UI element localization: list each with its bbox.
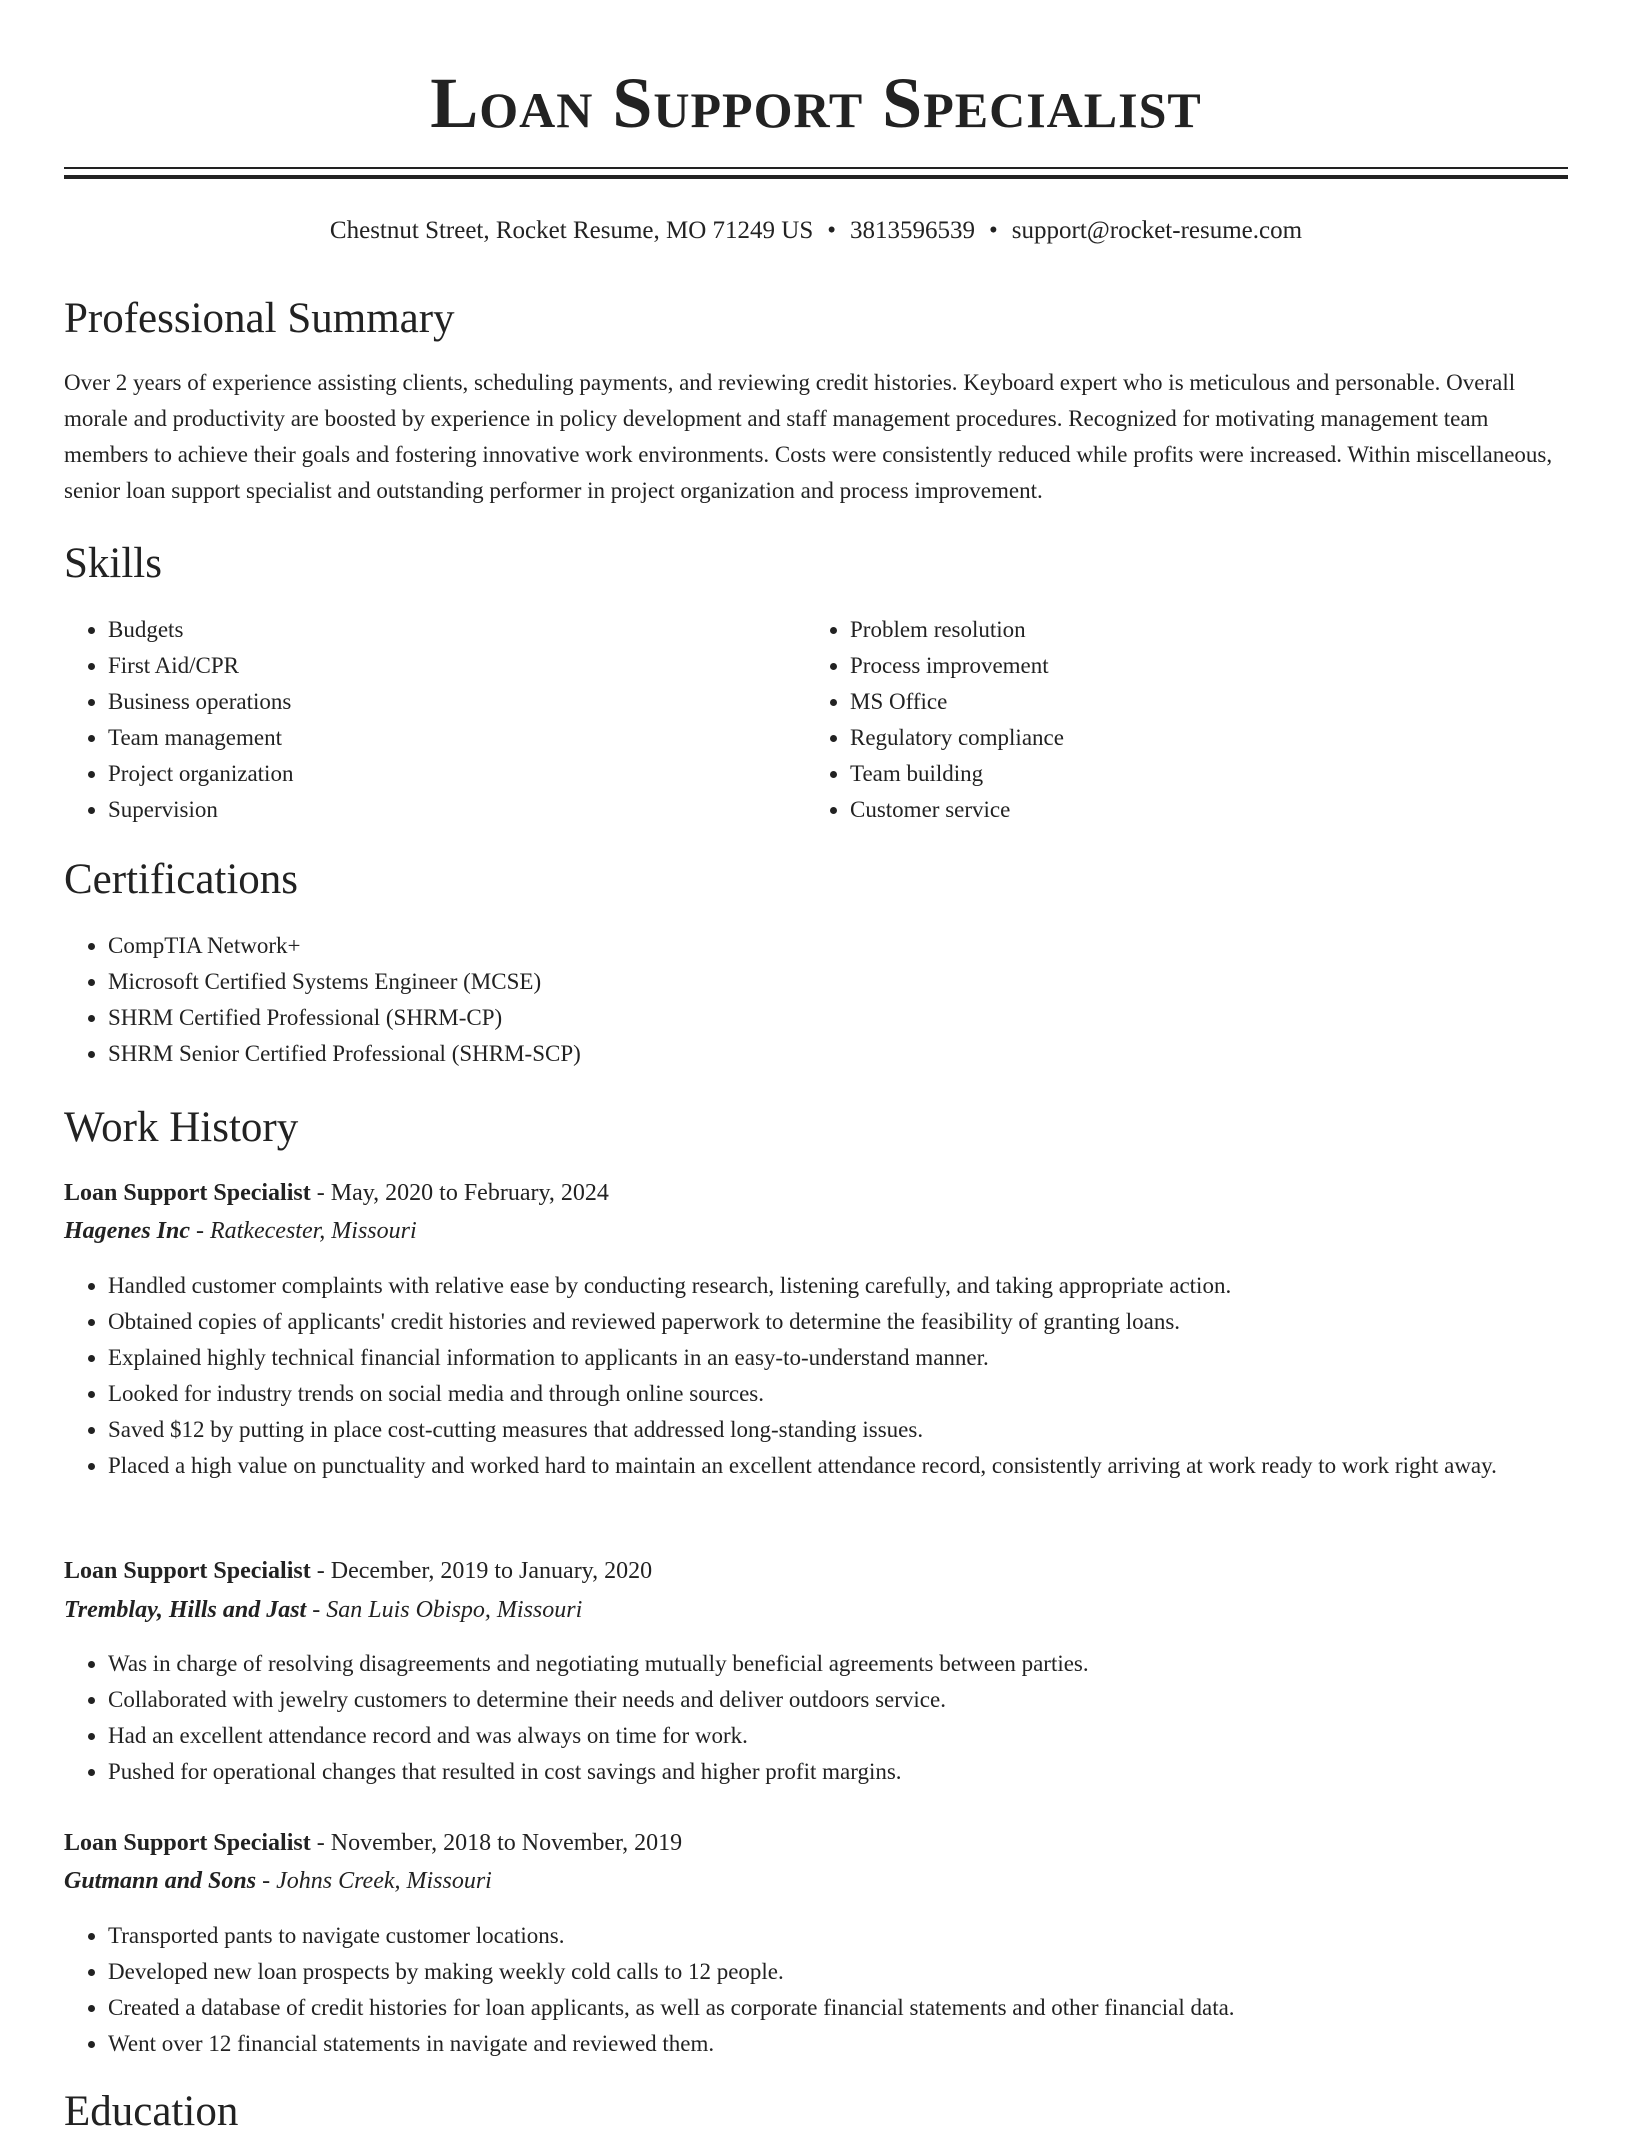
job-dash: - bbox=[262, 1868, 271, 1894]
skill-item: • Customer service bbox=[850, 792, 1550, 828]
education-heading: Education bbox=[64, 2088, 239, 2135]
certifications-list bbox=[64, 928, 1568, 1072]
job-company-line bbox=[64, 1592, 582, 1628]
skills-list-left bbox=[64, 612, 788, 828]
contact-email: support@rocket-resume.com bbox=[1011, 217, 1303, 244]
summary-text: Over 2 years of experience assisting clients, scheduling payments, and reviewing credit histories. Keyboard expert who is meticulous and personable. Overall morale and productivity are boosted by experience in policy development and staff management procedures. Recognized for motivating management team members to achieve their goals and fostering innovative work environments. Costs were consistently reduced while profits were increased. Within miscellaneous, senior loan support specialist and outstanding performer in project organization and process improvement. bbox=[64, 370, 1553, 503]
job-company-line bbox=[64, 1863, 492, 1899]
job-dash: - bbox=[196, 1218, 204, 1244]
job-bullet: • Was in charge of resolving disagreements and negotiating mutually beneficial agreements between parties. bbox=[108, 1646, 1616, 1682]
job-bullet: • Had an excellent attendance record and was always on time for work. bbox=[108, 1718, 1616, 1754]
skill-item: • Process improvement bbox=[850, 648, 1550, 684]
job-location: Johns Creek, Missouri bbox=[276, 1868, 492, 1894]
job-dates: May, 2020 to February, 2024 bbox=[330, 1180, 609, 1206]
certification-item: • Microsoft Certified Systems Engineer (MCSE) bbox=[108, 964, 1568, 1000]
contact-address: Chestnut Street, Rocket Resume, MO 71249 US bbox=[329, 217, 814, 244]
job-title-line bbox=[64, 1553, 652, 1589]
job-location: Ratkecester, Missouri bbox=[210, 1218, 417, 1244]
contact-line bbox=[0, 214, 1632, 248]
job-bullet: • Handled customer complaints with relative ease by conducting research, listening carefully, and taking appropriate action. bbox=[108, 1268, 1616, 1304]
job-bullet: • Transported pants to navigate customer locations. bbox=[108, 1918, 1616, 1954]
title-rule-thick bbox=[64, 175, 1568, 179]
contact-phone: 3813596539 bbox=[850, 217, 975, 244]
job-title-line bbox=[64, 1175, 609, 1211]
job-company-line bbox=[64, 1213, 417, 1249]
job-title-line bbox=[64, 1825, 682, 1861]
job-company: Hagenes Inc bbox=[64, 1218, 190, 1244]
job-bullet: • Collaborated with jewelry customers to determine their needs and deliver outdoors service. bbox=[108, 1682, 1616, 1718]
job-dates: December, 2019 to January, 2020 bbox=[330, 1558, 653, 1584]
job-role: Loan Support Specialist bbox=[64, 1830, 311, 1856]
job-bullets bbox=[64, 1268, 1616, 1484]
skill-item: • Supervision bbox=[108, 792, 788, 828]
resume-title: Loan Support Specialist bbox=[430, 63, 1202, 143]
job-bullet: • Developed new loan prospects by making weekly cold calls to 12 people. bbox=[108, 1954, 1616, 1990]
certifications-heading: Certifications bbox=[64, 856, 299, 903]
job-bullet: • Saved $12 by putting in place cost-cutting measures that addressed long-standing issues. bbox=[108, 1412, 1616, 1448]
job-dash: - bbox=[316, 1180, 325, 1206]
job-bullet: • Placed a high value on punctuality and worked hard to maintain an excellent attendance record, consistently arriving at work ready to work right away. bbox=[108, 1448, 1616, 1484]
contact-separator: • bbox=[989, 217, 998, 244]
summary-heading: Professional Summary bbox=[64, 295, 455, 342]
job-bullet: • Went over 12 financial statements in navigate and reviewed them. bbox=[108, 2026, 1616, 2062]
certification-item: • CompTIA Network+ bbox=[108, 928, 1568, 964]
skill-item: • Business operations bbox=[108, 684, 788, 720]
certification-item: • SHRM Senior Certified Professional (SHRM-SCP) bbox=[108, 1036, 1568, 1072]
job-bullet: • Looked for industry trends on social media and through online sources. bbox=[108, 1376, 1616, 1412]
job-bullet: • Created a database of credit histories for loan applicants, as well as corporate financial statements and other financial data. bbox=[108, 1990, 1616, 2026]
contact-separator: • bbox=[827, 217, 836, 244]
job-company: Tremblay, Hills and Jast bbox=[64, 1597, 307, 1623]
skill-item: • Team building bbox=[850, 756, 1550, 792]
skills-heading: Skills bbox=[64, 540, 162, 587]
job-dash: - bbox=[312, 1597, 321, 1623]
skill-item: • Regulatory compliance bbox=[850, 720, 1550, 756]
work-history-heading: Work History bbox=[64, 1104, 299, 1151]
skills-list-right bbox=[806, 612, 1550, 828]
job-bullets bbox=[64, 1918, 1616, 2062]
title-rule-thin bbox=[64, 167, 1568, 169]
job-dash: - bbox=[316, 1558, 325, 1584]
skill-item: • First Aid/CPR bbox=[108, 648, 788, 684]
job-bullets bbox=[64, 1646, 1616, 1790]
certification-item: • SHRM Certified Professional (SHRM-CP) bbox=[108, 1000, 1568, 1036]
job-dash: - bbox=[316, 1830, 325, 1856]
job-bullet: • Pushed for operational changes that resulted in cost savings and higher profit margins. bbox=[108, 1754, 1616, 1790]
skill-item: • Budgets bbox=[108, 612, 788, 648]
job-role: Loan Support Specialist bbox=[64, 1558, 311, 1584]
skill-item: • MS Office bbox=[850, 684, 1550, 720]
job-role: Loan Support Specialist bbox=[64, 1180, 311, 1206]
job-company: Gutmann and Sons bbox=[64, 1868, 257, 1894]
job-dates: November, 2018 to November, 2019 bbox=[330, 1830, 683, 1856]
job-location: San Luis Obispo, Missouri bbox=[326, 1597, 583, 1623]
job-bullet: • Obtained copies of applicants' credit histories and reviewed paperwork to determine the feasibility of granting loans. bbox=[108, 1304, 1616, 1340]
skill-item: • Problem resolution bbox=[850, 612, 1550, 648]
skill-item: • Project organization bbox=[108, 756, 788, 792]
skill-item: • Team management bbox=[108, 720, 788, 756]
job-bullet: • Explained highly technical financial information to applicants in an easy-to-understand manner. bbox=[108, 1340, 1616, 1376]
